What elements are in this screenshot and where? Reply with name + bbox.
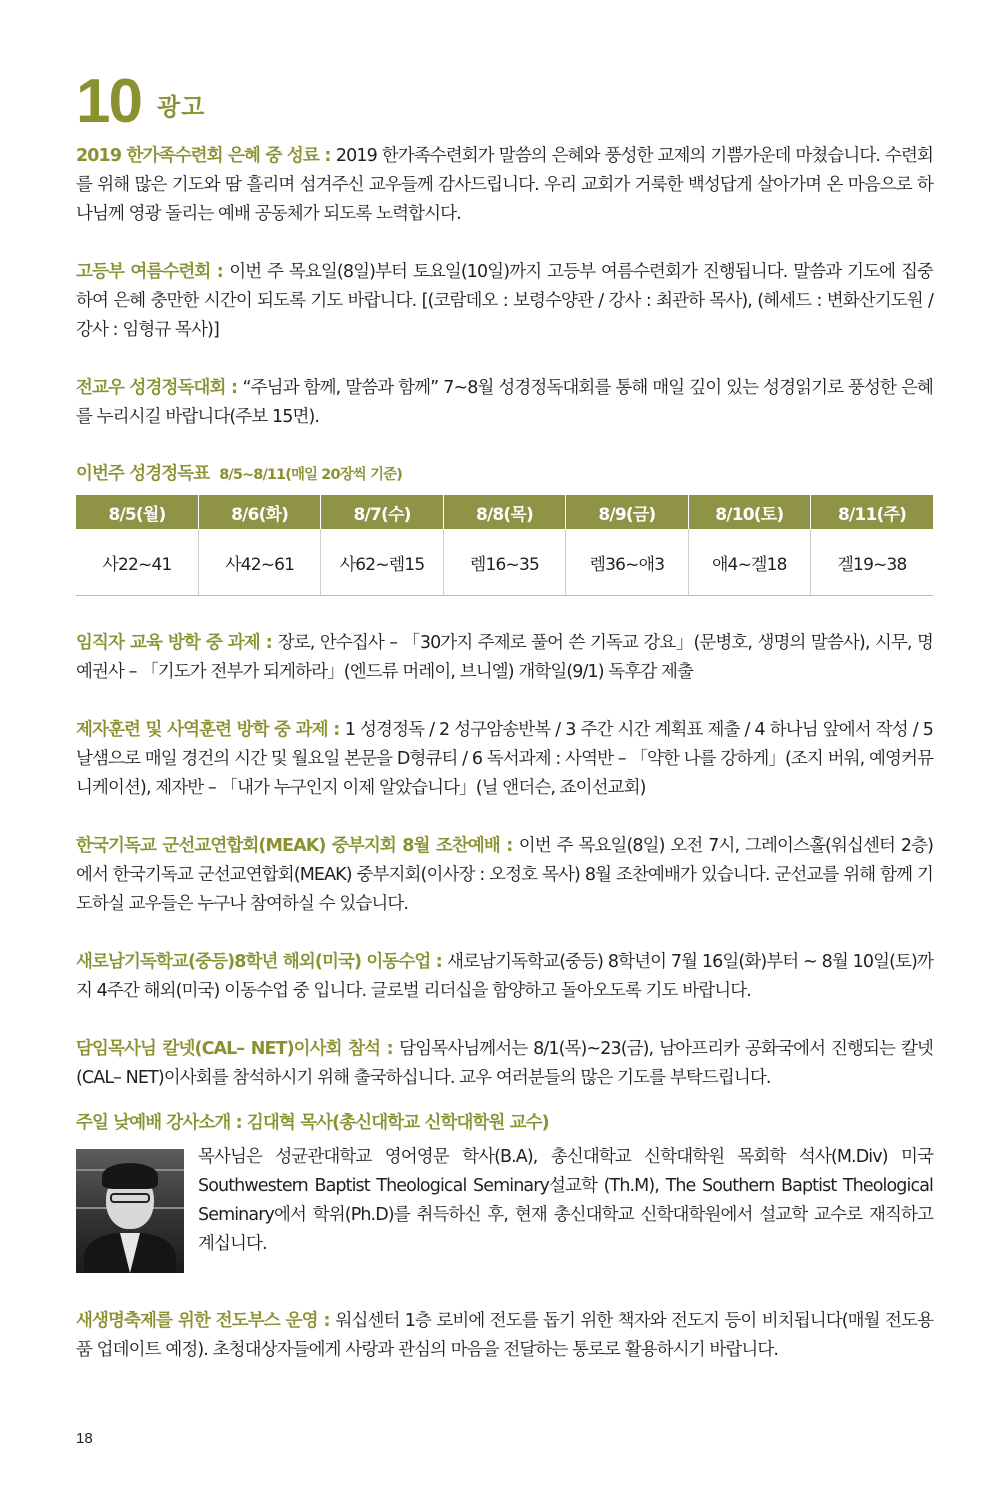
day-header: 8/6(화) [198,495,320,529]
speaker-section [76,1143,933,1273]
reading-cell: 겔19~38 [811,529,933,596]
notice-body: 2019 한가족수련회가 말씀의 은혜와 풍성한 교제의 기쁨가운데 마쳤습니다. 수련회를 위해 많은 기도와 땀 흘리며 섬겨주신 교우들께 감사드립니다. 우리 교회가 거룩한 백성답게 살아가며 온 마음으로 하나님께 영광 돌리는 예배 공동체가 되도록 노력합시다. [76,146,933,224]
notice-body: 담임목사님께서는 8/1(목)~23(금), 남아프리카 공화국에서 진행되는 칼넷(CAL– NET)이사회를 참석하시기 위해 출국하십니다. 교우 여러분들의 많은 기도를 부탁드립니다. [76,1039,934,1088]
table-row [76,529,933,596]
notice-body: 이번 주 목요일(8일)부터 토요일(10일)까지 고등부 여름수련회가 진행됩니다. 말씀과 기도에 집중하여 은혜 충만한 시간이 되도록 기도 바랍니다. [(코람데오 : 보령수양관 / 강사 : 최관하 목사), (헤세드 : 변화산기도원 / 강사 : 임형규 목사)] [76,262,933,340]
schedule-subtitle: 8/5~8/11(매일 20장씩 기준) [219,467,402,483]
notice-heading: 담임목사님 칼넷(CAL– NET)이사회 참석 : [76,1039,400,1059]
speaker-title: 주일 낮예배 강사소개 : 김대혁 목사(총신대학교 신학대학원 교수) [76,1113,549,1133]
page-number: 18 [76,1430,93,1447]
schedule-title: 이번주 성경정독표 [76,464,210,484]
notice-body: 새로남기독학교(중등) 8학년이 7월 16일(화)부터 ~ 8월 10일(토)까지 4주간 해외(미국) 이동수업 중 입니다. 글로벌 리더십을 함양하고 돌아오도록 기도 바랍니다. [76,952,933,1001]
reading-cell: 사22~41 [76,529,198,596]
day-header: 8/8(목) [443,495,565,529]
notice-bible-reading [76,374,933,432]
notice-heading: 새생명축제를 위한 전도부스 운영 : [76,1311,336,1331]
day-header: 8/7(수) [321,495,443,529]
notice-body: 1 성경정독 / 2 성구암송반복 / 3 주간 시간 계획표 제출 / 4 하나님 앞에서 작성 / 5 날샘으로 매일 경건의 시간 및 월요일 본문을 D형큐티 / 6 독서과제 : 사역반 – 「약한 나를 강하게」(조지 버워, 예영커뮤니케이션), 제자반 – 「내가 누구인지 이제 알았습니다」(닐 앤더슨, 죠이선교회) [76,720,933,798]
notice-heading: 전교우 성경정독대회 : [76,378,243,398]
page-header [76,67,933,136]
reading-cell: 애4~겔18 [688,529,810,596]
reading-cell: 사42~61 [198,529,320,596]
notice-calnet-board [76,1035,933,1093]
notice-heading: 고등부 여름수련회 : [76,262,230,282]
section-title: 광고 [156,93,206,121]
notice-body: 이번 주 목요일(8일) 오전 7시, 그레이스홀(워십센터 2층)에서 한국기독교 군선교연합회(MEAK) 중부지회(이사장 : 오정호 목사) 8월 조찬예배가 있습니다. 군선교를 위해 함께 기도하실 교우들은 누구나 참여하실 수 있습니다. [76,836,934,914]
reading-schedule-table [76,495,933,596]
schedule-heading [76,462,933,487]
day-header: 8/5(월) [76,495,198,529]
reading-cell: 렘16~35 [443,529,565,596]
reading-cell: 렘36~애3 [566,529,688,596]
table-header-row [76,495,933,529]
notice-officer-assignment [76,629,933,687]
reading-cell: 사62~렘15 [321,529,443,596]
speaker-bio: 목사님은 성균관대학교 영어영문 학사(B.A), 총신대학교 신학대학원 목회학 석사(M.Div) 미국 Southwestern Baptist Theological Seminary설교학 (Th.M), The Southern Baptist Theological Seminary에서 학위(Ph.D)를 취득하신 후, 현재 총신대학교 신학대학원에서 설교학 교수로 재직하고 계십니다. [198,1147,933,1254]
speaker-photo [76,1149,184,1273]
notice-heading: 제자훈련 및 사역훈련 방학 중 과제 : [76,720,345,740]
notice-discipleship-assignment [76,716,933,803]
notice-heading: 임직자 교육 방학 중 과제 : [76,633,278,653]
day-header: 8/10(토) [688,495,810,529]
section-number: 10 [76,67,141,136]
notice-highschool-retreat [76,258,933,345]
notice-body: 워십센터 1층 로비에 전도를 돕기 위한 책자와 전도지 등이 비치됩니다(매월 전도용품 업데이트 예정). 초청대상자들에게 사랑과 관심의 마음을 전달하는 통로로 활용하시기 바랍니다. [76,1311,933,1360]
notice-body: 장로, 안수집사 – 「30가지 주제로 풀어 쓴 기독교 강요」(문병호, 생명의 말씀사), 시무, 명예권사 – 「기도가 전부가 되게하라」(엔드류 머레이, 브니엘) 개학일(9/1) 독후감 제출 [76,633,933,682]
day-header: 8/11(주) [811,495,933,529]
notice-heading: 새로남기독학교(중등)8학년 해외(미국) 이동수업 : [76,952,448,972]
page-content [76,68,933,1365]
notice-heading: 한국기독교 군선교연합회(MEAK) 중부지회 8월 조찬예배 : [76,836,519,856]
notice-retreat [76,142,933,229]
notice-evangelism-booth [76,1307,933,1365]
notice-school-trip [76,948,933,1006]
notice-body: “주님과 함께, 말씀과 함께” 7~8월 성경정독대회를 통해 매일 깊이 있는 성경읽기로 풍성한 은혜를 누리시길 바랍니다(주보 15면). [76,378,933,427]
notice-heading: 2019 한가족수련회 은혜 중 성료 : [76,146,336,166]
day-header: 8/9(금) [566,495,688,529]
notice-meak-breakfast [76,832,933,919]
